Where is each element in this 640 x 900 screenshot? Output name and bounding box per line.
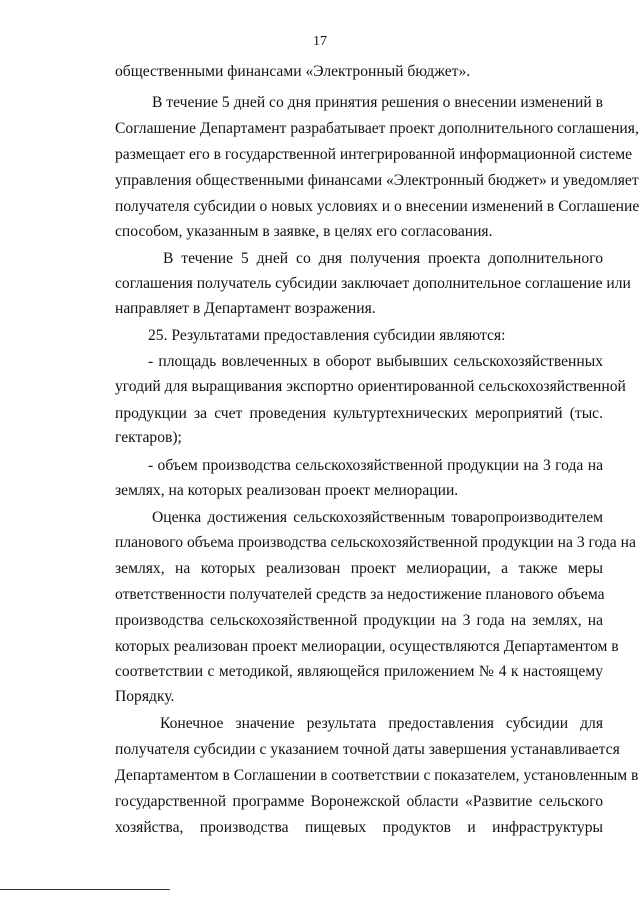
text-line: продукции за счет проведения культуртехнических мероприятий (тыс.	[115, 405, 603, 422]
text-line: землях, на которых реализован проект мелиорации.	[115, 482, 459, 499]
text-line: ответственности получателей средств за недостижение планового объема	[115, 586, 605, 603]
text-line: В течение 5 дней со дня принятия решения о внесении изменений в	[152, 94, 603, 111]
text-line: производства сельскохозяйственной продукции на 3 года на землях, на	[115, 612, 603, 629]
text-line: В течение 5 дней со дня получения проекта дополнительного	[163, 250, 603, 267]
text-line: способом, указанным в заявке, в целях его согласования.	[115, 223, 493, 240]
text-line: Оценка достижения сельскохозяйственным товаропроизводителем	[152, 509, 603, 526]
text-line: размещает его в государственной интегрированной информационной системе	[115, 146, 633, 163]
list-item: - объем производства сельскохозяйственной продукции на 3 года на	[148, 457, 603, 474]
text-line: управления общественными финансами «Электронный бюджет» и уведомляет	[115, 172, 639, 189]
text-line: землях, на которых реализован проект мелиорации, а также меры	[115, 560, 603, 577]
text-line: гектаров);	[115, 429, 182, 446]
text-line: которых реализован проект мелиорации, осуществляются Департаментом в	[115, 638, 619, 655]
text-line: государственной программе Воронежской области «Развитие сельского	[115, 793, 603, 810]
text-line: угодий для выращивания экспортно ориентированной сельскохозяйственной	[115, 378, 626, 395]
footer-rule	[0, 889, 170, 890]
text-line: Департаментом в Соглашении в соответствии с показателем, установленным в	[115, 767, 639, 784]
page-number: 17	[313, 34, 327, 49]
text-line: соглашения получатель субсидии заключает дополнительное соглашение или	[115, 275, 631, 292]
text-line: хозяйства, производства пищевых продуктов и инфраструктуры	[115, 819, 603, 836]
text-line: соответствии с методикой, являющейся приложением № 4 к настоящему	[115, 663, 603, 680]
text-line: планового объема производства сельскохозяйственной продукции на 3 года на	[115, 534, 636, 551]
text-line: Порядку.	[115, 688, 175, 705]
text-line: направляет в Департамент возражения.	[115, 300, 376, 317]
list-item: - площадь вовлеченных в оборот выбывших сельскохозяйственных	[148, 353, 603, 370]
text-line: Соглашение Департамент разрабатывает проект дополнительного соглашения,	[115, 120, 639, 137]
text-line: получателя субсидии о новых условиях и о внесении изменений в Соглашение	[115, 198, 640, 215]
text-line: Конечное значение результата предоставления субсидии для	[160, 715, 603, 732]
text-line: общественными финансами «Электронный бюджет».	[115, 63, 471, 80]
text-line: получателя субсидии с указанием точной даты завершения устанавливается	[115, 741, 620, 758]
section-heading: 25. Результатами предоставления субсидии являются:	[148, 327, 506, 344]
